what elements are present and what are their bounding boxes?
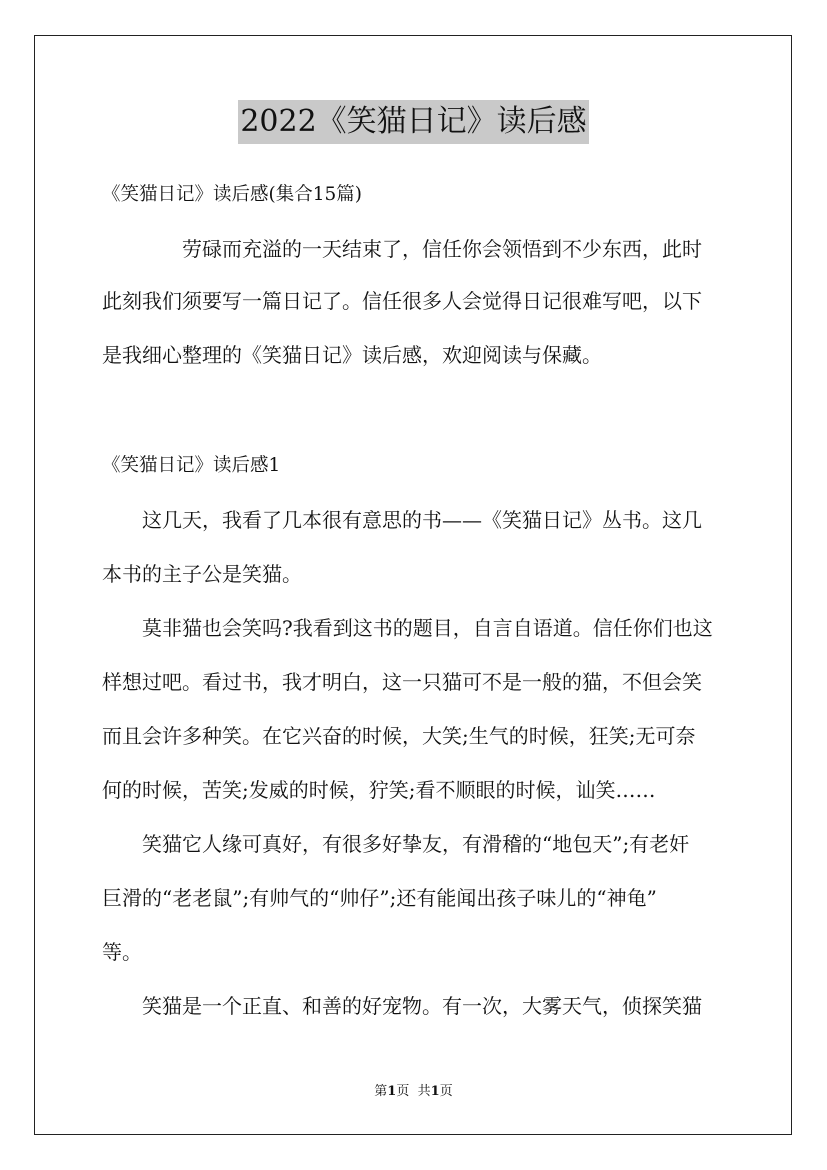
footer-page-suffix: 页 (396, 1084, 410, 1099)
document-subtitle: 《笑猫日记》读后感(集合15篇) (102, 184, 362, 205)
intro-line-1: 劳碌而充溢的一天结束了，信任你会领悟到不少东西，此时 (182, 237, 702, 261)
document-title: 2022《笑猫日记》读后感 (238, 100, 588, 144)
body-line-5: 而且会许多种笑。在它兴奋的时候，大笑;生气的时候，狂笑;无可奈 (102, 724, 696, 748)
intro-line-3: 是我细心整理的《笑猫日记》读后感，欢迎阅读与保藏。 (102, 343, 602, 367)
body-line-7: 笑猫它人缘可真好，有很多好挚友，有滑稽的“地包天”;有老奸 (142, 832, 690, 856)
section-heading: 《笑猫日记》读后感1 (102, 455, 281, 476)
footer-total-pages: 1 (430, 1084, 440, 1099)
footer-page-prefix: 第 (374, 1084, 388, 1099)
footer-total-prefix: 共 (417, 1084, 431, 1099)
footer-total-suffix: 页 (439, 1084, 453, 1099)
body-line-2: 本书的主子公是笑猫。 (102, 562, 302, 586)
body-line-3: 莫非猫也会笑吗?我看到这书的题目，自言自语道。信任你们也这 (142, 616, 713, 640)
intro-line-2: 此刻我们须要写一篇日记了。信任很多人会觉得日记很难写吧，以下 (102, 289, 702, 313)
body-line-8: 巨滑的“老老鼠”;有帅气的“帅仔”;还有能闻出孩子味儿的“神龟” (102, 886, 657, 910)
title-container (0, 100, 827, 144)
footer-page-number: 1 (387, 1084, 397, 1099)
body-line-9: 等。 (102, 940, 142, 964)
body-line-4: 样想过吧。看过书，我才明白，这一只猫可不是一般的猫，不但会笑 (102, 670, 702, 694)
body-line-1: 这几天，我看了几本很有意思的书——《笑猫日记》丛书。这几 (142, 508, 702, 532)
body-line-10: 笑猫是一个正直、和善的好宠物。有一次，大雾天气，侦探笑猫 (142, 994, 702, 1018)
body-line-6: 何的时候，苦笑;发威的时候，狞笑;看不顺眼的时候，讪笑…… (102, 778, 656, 802)
page-footer (0, 1083, 827, 1101)
